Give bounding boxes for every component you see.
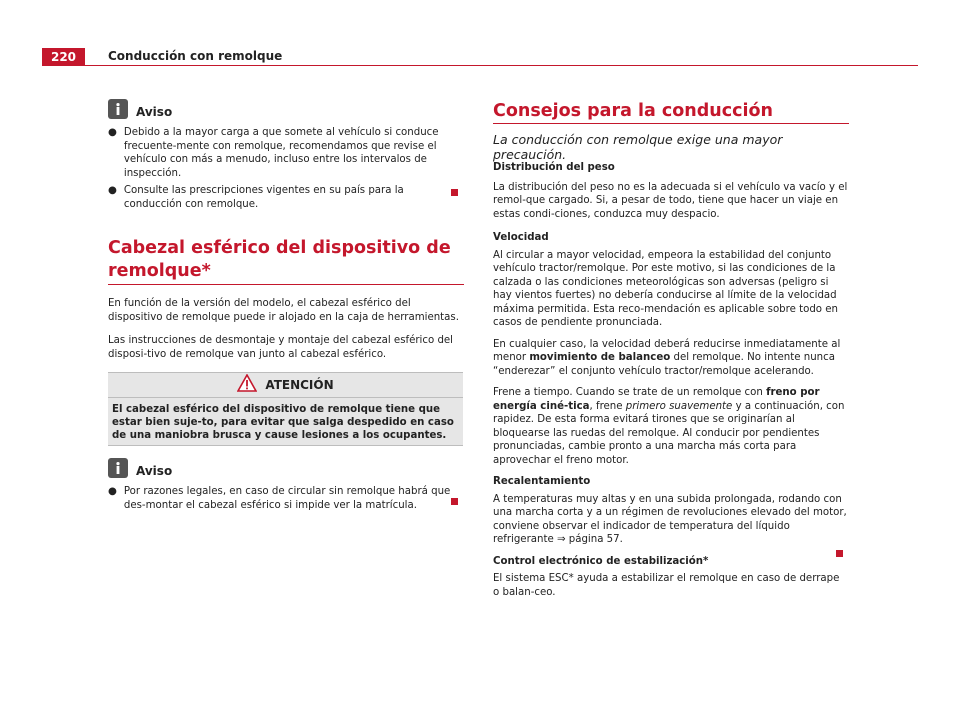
- end-marker: [451, 498, 458, 505]
- running-header-title: Conducción con remolque: [108, 49, 283, 63]
- section-title: Consejos para la conducción: [493, 101, 773, 121]
- list-item: ● Consulte las prescripciones vigentes en su país para la conducción con remolque.: [108, 185, 404, 210]
- aviso-title: Aviso: [136, 464, 173, 478]
- paragraph: Las instrucciones de desmontaje y montaje del cabezal esférico del disposi-tivo de remolque van junto al cabezal esférico.: [108, 335, 454, 360]
- paragraph: Al circular a mayor velocidad, empeora la estabilidad del conjunto vehículo tractor/remolque. Por este motivo, si las condiciones de la calzada o las condiciones meteorológicas son adversas (peligro si hay vientos fuertes) no debería conducirse al límite de la velocidad máxima permitida. Esta reco-mendación es aplicable sobre todo en casos de pendiente pronunciada.: [493, 249, 839, 328]
- section-title: Cabezal esférico del dispositivo de remolque*: [108, 238, 451, 281]
- section-rule: [493, 123, 849, 124]
- subheading: Control electrónico de estabilización*: [493, 555, 709, 567]
- aviso-note-1: [108, 99, 464, 211]
- page-number: 220: [42, 48, 85, 66]
- aviso-title: Aviso: [136, 105, 173, 119]
- right-body: [493, 161, 848, 599]
- header-rule: [42, 65, 918, 66]
- subheading: Distribución del peso: [493, 162, 615, 173]
- warning-box: [108, 372, 463, 446]
- list-item: ● Debido a la mayor carga a que somete al vehículo si conduce frecuente-mente con remolque, recomendamos que revise el vehículo con más a menudo, incluso entre los intervalos de inspección.: [108, 127, 439, 179]
- end-marker: [836, 550, 843, 557]
- warning-title: ATENCIÓN: [265, 378, 334, 392]
- info-icon: [108, 99, 128, 119]
- section-rule: [108, 284, 464, 285]
- paragraph: En cualquier caso, la velocidad deberá reducirse inmediatamente al menor movimiento de balanceo del remolque. No intente nunca “enderezar” el conjunto vehículo tractor/remolque acelerando.: [493, 338, 841, 377]
- warning-text: El cabezal esférico del dispositivo de remolque tiene que estar bien suje-to, para evitar que salga despedido en caso de una maniobra brusca y cause lesiones a los ocupantes.: [112, 404, 454, 441]
- paragraph: En función de la versión del modelo, el cabezal esférico del dispositivo de remolque puede ir alojado en la caja de herramientas.: [108, 298, 459, 323]
- aviso-note-2: [108, 458, 464, 512]
- subtitle: La conducción con remolque exige una mayor precaución.: [493, 132, 783, 162]
- subheading: Recalentamiento: [493, 476, 591, 487]
- warning-icon: [237, 374, 257, 396]
- info-icon: [108, 458, 128, 478]
- paragraph: La distribución del peso no es la adecuada si el vehículo va vacío y el remol-que cargado. Si, a pesar de todo, tiene que hacer un viaje en estas condi-ciones, conduzca muy despacio.: [493, 181, 848, 220]
- list-item: ● Por razones legales, en caso de circular sin remolque habrá que des-montar el cabezal esférico si impide ver la matrícula.: [108, 486, 451, 511]
- paragraph: A temperaturas muy altas y en una subida prolongada, rodando con una marcha corta y a un régimen de revoluciones elevado del motor, conviene observar el indicador de temperatura del líquido refrigerante ⇒ página 57.: [493, 493, 847, 545]
- paragraph: El sistema ESC* ayuda a estabilizar el remolque en caso de derrape o balan-ceo.: [493, 573, 840, 598]
- paragraph: Frene a tiempo. Cuando se trate de un remolque con freno por energía ciné-tica, frene primero suavemente y a continuación, con rapidez. De esta forma evitará tirones que se originarían al bloquearse las ruedas del remolque. Al conducir por pendientes pronunciadas, cambie pronto a una marcha más corta para aprovechar el freno motor.: [493, 387, 845, 466]
- subheading: Velocidad: [493, 232, 549, 243]
- end-marker: [451, 189, 458, 196]
